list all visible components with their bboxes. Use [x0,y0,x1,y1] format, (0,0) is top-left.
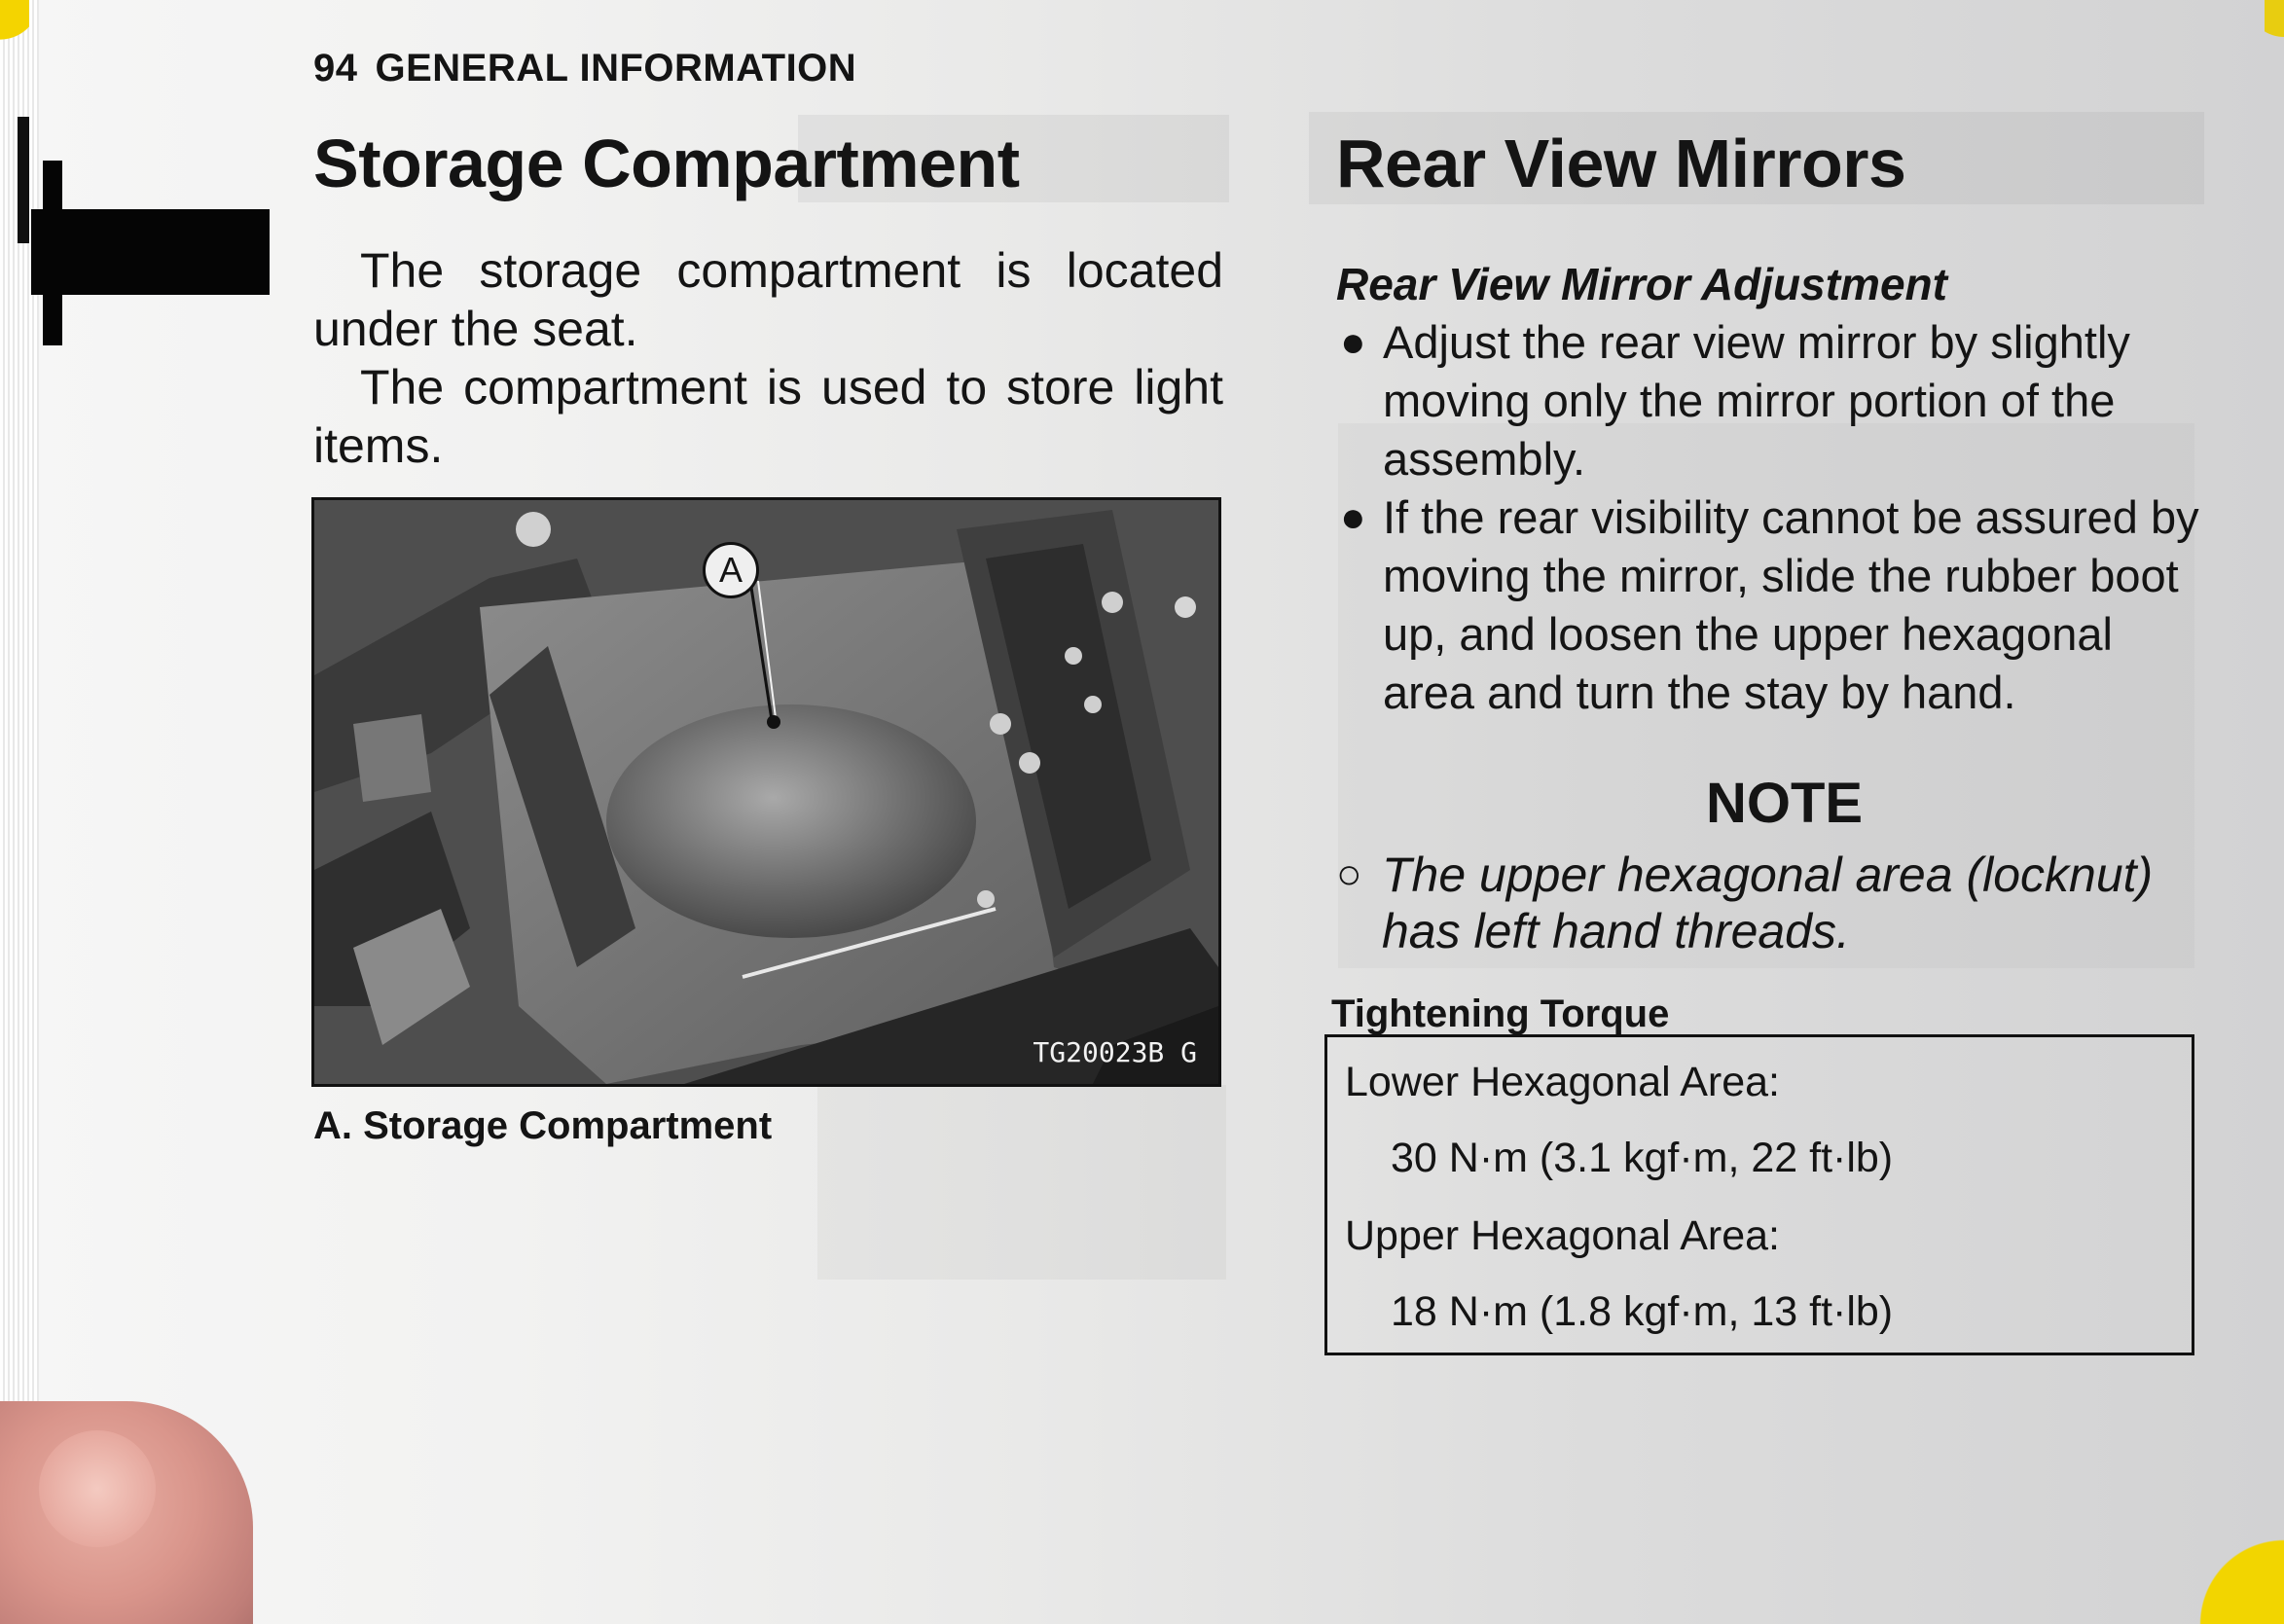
torque-spec-table [1324,1034,2194,1355]
background-yellow-corner [2196,1517,2284,1624]
bullet-item [1340,488,2200,722]
index-tab-marker [31,209,270,295]
storage-compartment-photo [311,497,1221,1087]
mirror-adjustment-subheading: Rear View Mirror Adjustment [1336,259,1947,309]
index-tab-marker [18,117,29,243]
bullet-text: Adjust the rear view mirror by slightly moving only the mirror portion of the assembly. [1383,316,2130,485]
note-marker: ○ [1336,850,1362,898]
upper-hex-label: Upper Hexagonal Area: [1345,1212,1781,1259]
bullet-text: If the rear visibility cannot be assured by moving the mirror, slide the rubber boot up, and loosen the upper hexagonal area and turn the stay by hand. [1383,491,2199,718]
bullet-dot: ● [1340,493,1366,541]
upper-hex-value: 18 N·m (1.8 kgf·m, 13 ft·lb) [1391,1288,1894,1335]
note-heading: NOTE [1706,772,1864,835]
running-header [313,47,856,90]
bullet-item [1340,313,2200,488]
rear-view-mirrors-heading: Rear View Mirrors [1336,126,1906,201]
figure-caption: A. Storage Compartment [313,1104,773,1147]
storage-paragraph-1: The storage compartment is located under the seat. [313,243,1223,356]
storage-compartment-heading: Storage Compartment [313,126,1020,201]
background-yellow-corner [0,0,29,58]
storage-paragraph-2: The compartment is used to store light items. [313,360,1223,473]
tightening-torque-label: Tightening Torque [1331,992,1670,1035]
photo-illustration [314,500,1218,1084]
thumb-nail [39,1430,156,1547]
background-yellow-corner [2265,0,2284,49]
callout-label: A [703,542,759,598]
note-text: The upper hexagonal area (locknut) has left hand threads. [1382,848,2154,958]
lower-hex-value: 30 N·m (3.1 kgf·m, 22 ft·lb) [1391,1135,1894,1181]
figure-code: TG20023B G [1033,1036,1197,1068]
section-name: GENERAL INFORMATION [375,47,857,90]
bullet-dot: ● [1340,318,1366,366]
lower-hex-label: Lower Hexagonal Area: [1345,1059,1781,1105]
page-number: 94 [313,47,358,90]
